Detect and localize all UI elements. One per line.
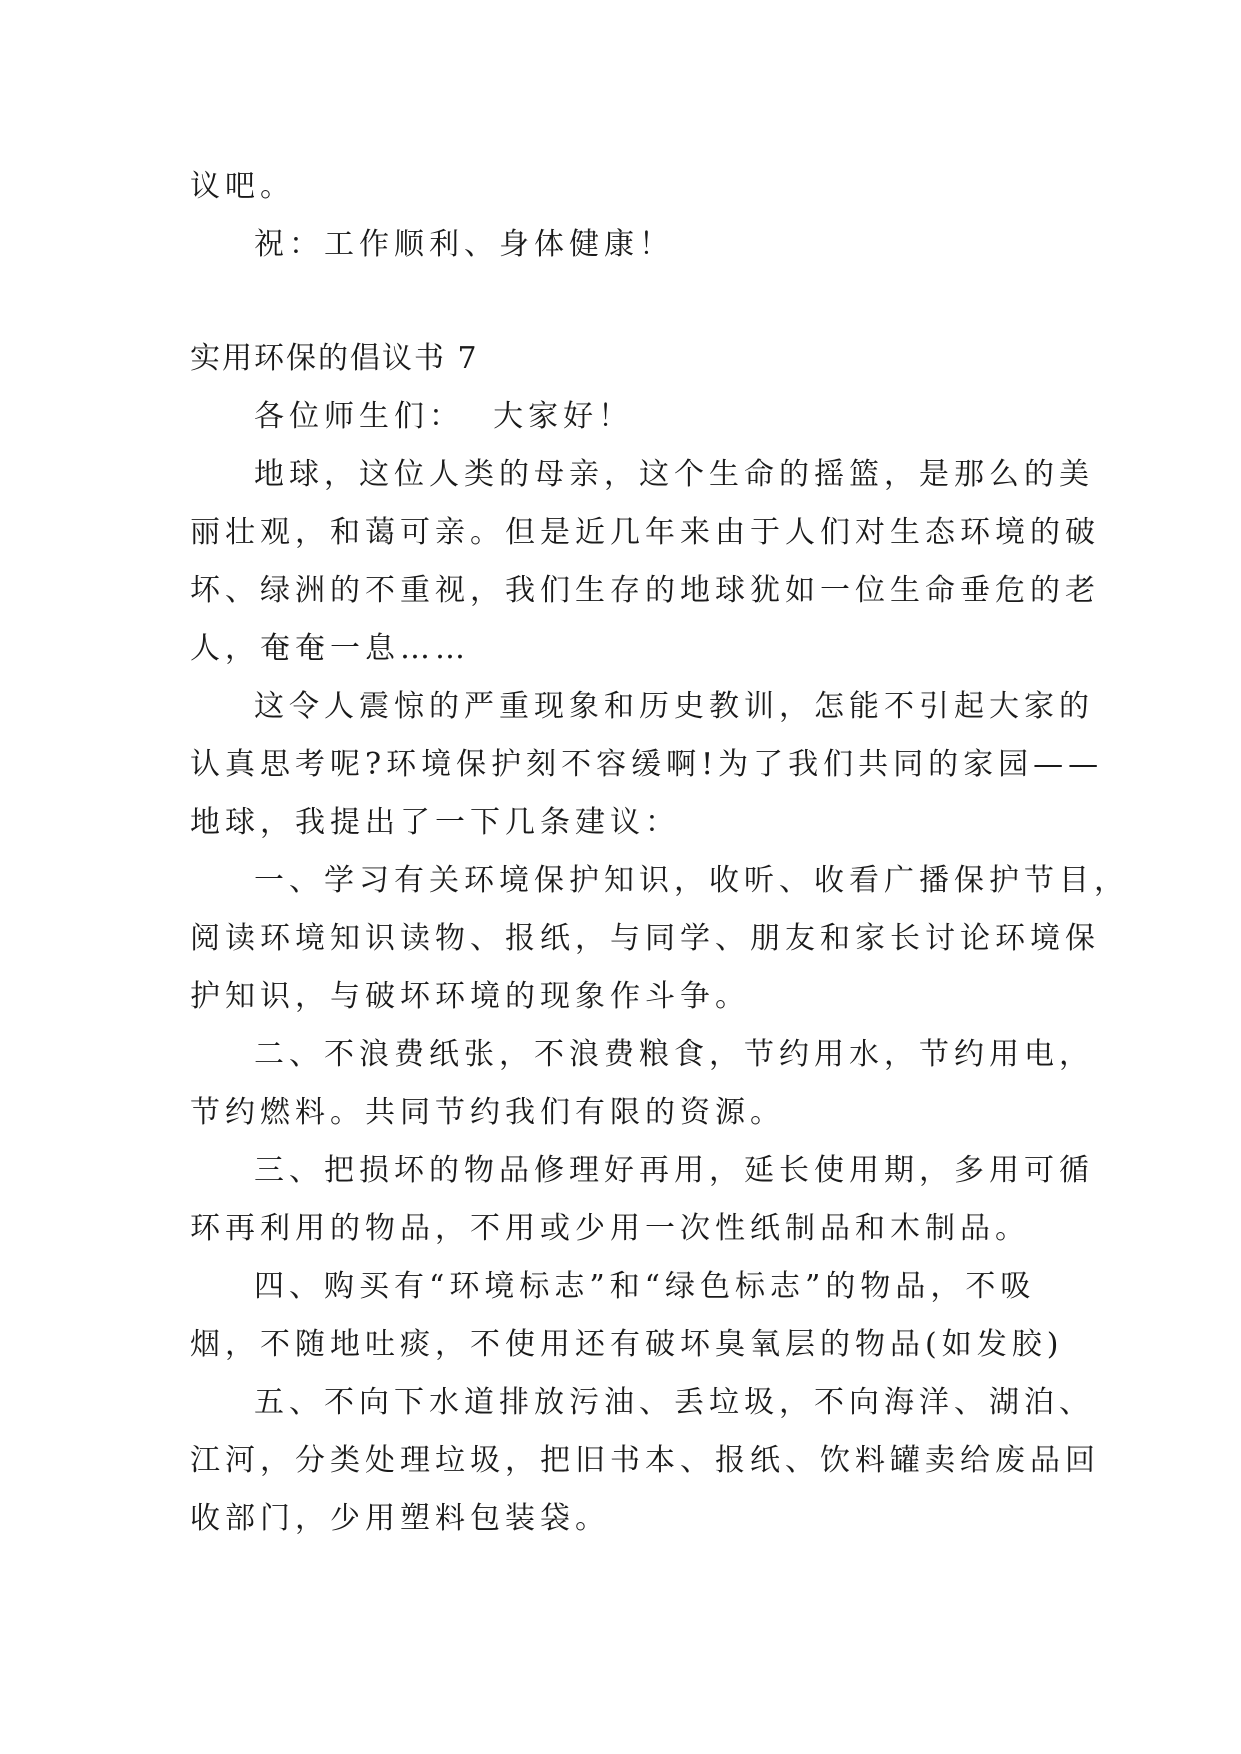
list-item-line: 五、不向下水道排放污油、丢垃圾，不向海洋、湖泊、 (254, 1385, 1094, 1420)
list-item-line: 一、学习有关环境保护知识，收听、收看广播保护节目， (254, 863, 1129, 898)
list-item-line: 阅读环境知识读物、报纸，与同学、朋友和家长讨论环境保 (190, 921, 1100, 956)
paragraph-line: 地球，我提出了一下几条建议： (190, 805, 680, 840)
list-item-line: 环再利用的物品，不用或少用一次性纸制品和木制品。 (190, 1211, 1030, 1246)
paragraph-line: 这令人震惊的严重现象和历史教训，怎能不引起大家的 (254, 689, 1094, 724)
paragraph-line: 坏、绿洲的不重视，我们生存的地球犹如一位生命垂危的老 (190, 573, 1100, 608)
list-item-line: 收部门，少用塑料包装袋。 (190, 1501, 610, 1536)
list-item-line: 二、不浪费纸张，不浪费粮食，节约用水，节约用电， (254, 1037, 1094, 1072)
list-item-line: 四、购买有“环境标志”和“绿色标志”的物品，不吸 (254, 1269, 1036, 1304)
list-item-line: 烟，不随地吐痰，不使用还有破坏臭氧层的物品(如发胶) (190, 1327, 1064, 1362)
greeting: 各位师生们： 大家好！ (254, 399, 634, 434)
list-item-line: 三、把损坏的物品修理好再用，延长使用期，多用可循 (254, 1153, 1094, 1188)
section-title: 实用环保的倡议书 7 (190, 341, 479, 376)
paragraph-line: 人，奄奄一息…… (190, 631, 470, 666)
list-item-line: 江河，分类处理垃圾，把旧书本、报纸、饮料罐卖给废品回 (190, 1443, 1100, 1478)
paragraph-line: 议吧。 (190, 169, 295, 204)
paragraph-line: 认真思考呢?环境保护刻不容缓啊!为了我们共同的家园—— (190, 747, 1104, 782)
closing-wish: 祝：工作顺利、身体健康！ (254, 227, 674, 262)
paragraph-line: 地球，这位人类的母亲，这个生命的摇篮，是那么的美 (254, 457, 1094, 492)
list-item-line: 护知识，与破坏环境的现象作斗争。 (190, 979, 750, 1014)
list-item-line: 节约燃料。共同节约我们有限的资源。 (190, 1095, 785, 1130)
paragraph-line: 丽壮观，和蔼可亲。但是近几年来由于人们对生态环境的破 (190, 515, 1100, 550)
